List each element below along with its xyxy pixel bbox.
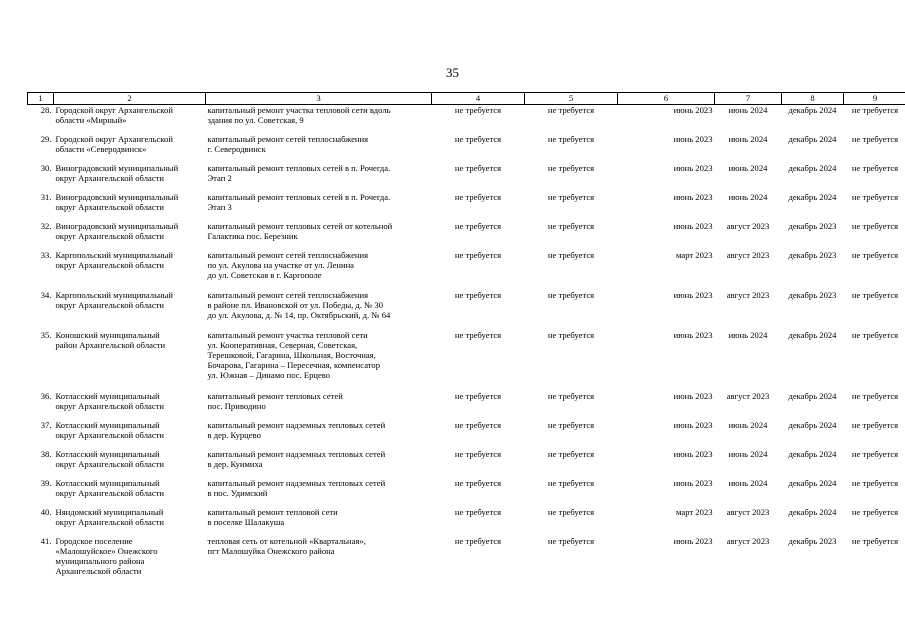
- cell-c9: не требуется: [851, 535, 899, 546]
- page-number: 35: [446, 65, 459, 80]
- column-header-5: 5: [525, 93, 618, 105]
- row-number: 36.: [40, 390, 52, 401]
- text-line: в дер. Куимиха: [207, 458, 263, 469]
- text-line: район Архангельской области: [55, 339, 166, 350]
- text-line: Котласский муниципальный: [55, 419, 160, 430]
- text-line: Котласский муниципальный: [55, 448, 160, 459]
- text-line: Этап 3: [207, 201, 232, 212]
- row-number: 38.: [40, 448, 52, 459]
- text-line: Галактика пос. Березник: [207, 230, 298, 241]
- column-header-9: 9: [844, 93, 905, 105]
- text-line: капитальный ремонт надземных тепловых сетей: [207, 477, 386, 488]
- cell-c6: июнь 2023: [673, 535, 713, 546]
- cell-c8: декабрь 2023: [788, 220, 837, 231]
- text-line: Виноградовский муниципальный: [55, 191, 179, 202]
- cell-c6: март 2023: [676, 506, 713, 517]
- text-line: Бочарова, Гагарина – Пересечная, компенсатор: [207, 359, 381, 370]
- text-line: округ Архангельской области: [55, 458, 164, 469]
- text-line: капитальный ремонт тепловых сетей в п. Рочегда.: [207, 162, 391, 173]
- cell-c6: июнь 2023: [673, 390, 713, 401]
- row-number: 41.: [40, 535, 52, 546]
- work-description-cell: [206, 250, 432, 290]
- work-description-cell: [206, 507, 432, 536]
- cell-c5: не требуется: [547, 477, 595, 488]
- work-description-cell: [206, 478, 432, 507]
- organization-cell: [54, 330, 206, 391]
- work-description-cell: [206, 163, 432, 192]
- table-row: [28, 221, 905, 250]
- table-row: [28, 250, 905, 290]
- cell-c6: июнь 2023: [673, 105, 713, 115]
- cell-c7: август 2023: [726, 506, 770, 517]
- cell-c8: декабрь 2023: [788, 249, 837, 260]
- text-line: округ Архангельской области: [55, 259, 164, 270]
- cell-c4: не требуется: [454, 390, 502, 401]
- organization-cell: [54, 221, 206, 250]
- cell-c8: декабрь 2024: [788, 448, 837, 459]
- cell-c7: июнь 2024: [728, 329, 768, 340]
- text-line: по ул. Акулова на участке от ул. Ленина: [207, 259, 354, 270]
- text-line: округ Архангельской области: [55, 172, 164, 183]
- cell-c8: декабрь 2023: [788, 289, 837, 300]
- cell-c4: не требуется: [454, 535, 502, 546]
- work-description-cell: [206, 105, 432, 134]
- cell-c9: не требуется: [851, 477, 899, 488]
- text-line: ул. Южная – Динамо пос. Ерцево: [207, 369, 331, 380]
- row-number: 34.: [40, 289, 52, 300]
- text-line: пгт Малошуйка Онежского района: [207, 545, 335, 556]
- organization-cell: [54, 192, 206, 221]
- header-row: [28, 93, 905, 105]
- cell-c7: июнь 2024: [728, 191, 768, 202]
- work-description-cell: [206, 330, 432, 391]
- row-number: 37.: [40, 419, 52, 430]
- table-row: [28, 536, 905, 584]
- cell-c5: не требуется: [547, 133, 595, 144]
- cell-c4: не требуется: [454, 289, 502, 300]
- row-number: 32.: [40, 220, 52, 231]
- column-header-3: 3: [206, 93, 432, 105]
- cell-c6: июнь 2023: [673, 133, 713, 144]
- text-line: округ Архангельской области: [55, 429, 164, 440]
- cell-c6: июнь 2023: [673, 329, 713, 340]
- organization-cell: [54, 134, 206, 163]
- text-line: Терешковой, Гагарина, Школьная, Восточная,: [207, 349, 376, 360]
- text-line: здания по ул. Советская, 9: [207, 115, 304, 125]
- text-line: Виноградовский муниципальный: [55, 162, 179, 173]
- cell-c4: не требуется: [454, 249, 502, 260]
- cell-c9: не требуется: [851, 162, 899, 173]
- cell-c5: не требуется: [547, 105, 595, 115]
- cell-c6: март 2023: [676, 249, 713, 260]
- text-line: до ул. Акулова, д. № 14, пр. Октябрьский, д. № 64: [207, 309, 391, 320]
- row-number: 40.: [40, 506, 52, 517]
- cell-c7: август 2023: [726, 249, 770, 260]
- table-row: [28, 105, 905, 134]
- cell-c9: не требуется: [851, 419, 899, 430]
- cell-c8: декабрь 2024: [788, 477, 837, 488]
- column-header-7: 7: [715, 93, 782, 105]
- table-row: [28, 134, 905, 163]
- cell-c5: не требуется: [547, 289, 595, 300]
- cell-c8: декабрь 2023: [788, 535, 837, 546]
- text-line: капитальный ремонт сетей теплоснабжения: [207, 289, 369, 300]
- text-line: капитальный ремонт участка тепловой сети вдоль: [207, 105, 391, 115]
- row-number: 35.: [40, 329, 52, 340]
- row-number: 28.: [40, 105, 52, 115]
- text-line: Архангельской области: [55, 565, 142, 576]
- work-description-cell: [206, 290, 432, 330]
- text-line: капитальный ремонт надземных тепловых сетей: [207, 419, 386, 430]
- column-header-1: 1: [28, 93, 54, 105]
- cell-c7: август 2023: [726, 390, 770, 401]
- text-line: в поселке Шалакуша: [207, 516, 285, 527]
- text-line: округ Архангельской области: [55, 230, 164, 241]
- cell-c9: не требуется: [851, 289, 899, 300]
- text-line: области «Мирный»: [55, 115, 127, 125]
- organization-cell: [54, 391, 206, 420]
- cell-c8: декабрь 2024: [788, 162, 837, 173]
- table-row: [28, 290, 905, 330]
- organization-cell: [54, 449, 206, 478]
- organization-cell: [54, 250, 206, 290]
- text-line: капитальный ремонт тепловых сетей: [207, 390, 343, 401]
- cell-c4: не требуется: [454, 133, 502, 144]
- cell-c9: не требуется: [851, 506, 899, 517]
- cell-c5: не требуется: [547, 249, 595, 260]
- cell-c6: июнь 2023: [673, 162, 713, 173]
- cell-c8: декабрь 2024: [788, 390, 837, 401]
- text-line: в пос. Удимский: [207, 487, 268, 498]
- text-line: капитальный ремонт тепловых сетей от котельной: [207, 220, 393, 231]
- text-line: области «Северодвинск»: [55, 143, 147, 154]
- row-number: 29.: [40, 133, 52, 144]
- cell-c8: декабрь 2024: [788, 329, 837, 340]
- text-line: капитальный ремонт сетей теплоснабжения: [207, 249, 369, 260]
- cell-c9: не требуется: [851, 390, 899, 401]
- text-line: округ Архангельской области: [55, 487, 164, 498]
- text-line: Котласский муниципальный: [55, 477, 160, 488]
- cell-c7: июнь 2024: [728, 448, 768, 459]
- table-row: [28, 330, 905, 391]
- text-line: Котласский муниципальный: [55, 390, 160, 401]
- text-line: Коношский муниципальный: [55, 329, 160, 340]
- text-line: г. Северодвинск: [207, 143, 266, 154]
- organization-cell: [54, 478, 206, 507]
- text-line: в дер. Курцево: [207, 429, 261, 440]
- organization-cell: [54, 163, 206, 192]
- cell-c6: июнь 2023: [673, 289, 713, 300]
- cell-c7: август 2023: [726, 220, 770, 231]
- cell-c8: декабрь 2024: [788, 133, 837, 144]
- cell-c9: не требуется: [851, 249, 899, 260]
- text-line: капитальный ремонт участка тепловой сети: [207, 329, 368, 340]
- cell-c9: не требуется: [851, 191, 899, 202]
- text-line: округ Архангельской области: [55, 299, 164, 310]
- cell-c4: не требуется: [454, 162, 502, 173]
- work-description-cell: [206, 221, 432, 250]
- column-header-6: 6: [618, 93, 715, 105]
- cell-c5: не требуется: [547, 448, 595, 459]
- table-row: [28, 163, 905, 192]
- cell-c7: август 2023: [726, 535, 770, 546]
- cell-c5: не требуется: [547, 191, 595, 202]
- text-line: Городское поселение: [55, 535, 133, 546]
- cell-c5: не требуется: [547, 329, 595, 340]
- cell-c5: не требуется: [547, 506, 595, 517]
- cell-c9: не требуется: [851, 105, 899, 115]
- text-line: тепловая сеть от котельной «Квартальная»,: [207, 535, 366, 546]
- organization-cell: [54, 290, 206, 330]
- cell-c9: не требуется: [851, 220, 899, 231]
- text-line: капитальный ремонт сетей теплоснабжения: [207, 133, 369, 144]
- cell-c6: июнь 2023: [673, 477, 713, 488]
- cell-c7: июнь 2024: [728, 105, 768, 115]
- text-line: округ Архангельской области: [55, 201, 164, 212]
- cell-c6: июнь 2023: [673, 191, 713, 202]
- cell-c6: июнь 2023: [673, 419, 713, 430]
- cell-c4: не требуется: [454, 329, 502, 340]
- table-header: [28, 93, 905, 105]
- row-number: 30.: [40, 162, 52, 173]
- text-line: капитальный ремонт тепловых сетей в п. Рочегда.: [207, 191, 391, 202]
- cell-c6: июнь 2023: [673, 448, 713, 459]
- text-line: Каргопольский муниципальный: [55, 289, 173, 300]
- cell-c7: июнь 2024: [728, 419, 768, 430]
- text-line: до ул. Советская в г. Каргополе: [207, 269, 322, 280]
- cell-c6: июнь 2023: [673, 220, 713, 231]
- cell-c9: не требуется: [851, 329, 899, 340]
- cell-c4: не требуется: [454, 220, 502, 231]
- row-number: 33.: [40, 249, 52, 260]
- text-line: Городской округ Архангельской: [55, 133, 173, 144]
- table-row: [28, 507, 905, 536]
- work-description-cell: [206, 391, 432, 420]
- cell-c9: не требуется: [851, 133, 899, 144]
- column-header-4: 4: [432, 93, 525, 105]
- text-line: Каргопольский муниципальный: [55, 249, 173, 260]
- cell-c5: не требуется: [547, 419, 595, 430]
- program-table: [27, 92, 905, 584]
- table-row: [28, 192, 905, 221]
- cell-c7: август 2023: [726, 289, 770, 300]
- text-line: Этап 2: [207, 172, 232, 183]
- cell-c8: декабрь 2024: [788, 105, 837, 115]
- cell-c5: не требуется: [547, 535, 595, 546]
- table-row: [28, 420, 905, 449]
- text-line: «Малошуйское» Онежского: [55, 545, 158, 556]
- text-line: в районе пл. Ивановской от ул. Победы, д. № 30: [207, 299, 384, 310]
- cell-c4: не требуется: [454, 105, 502, 115]
- text-line: капитальный ремонт надземных тепловых сетей: [207, 448, 386, 459]
- cell-c4: не требуется: [454, 506, 502, 517]
- cell-c4: не требуется: [454, 477, 502, 488]
- cell-c5: не требуется: [547, 220, 595, 231]
- text-line: округ Архангельской области: [55, 516, 164, 527]
- work-description-cell: [206, 192, 432, 221]
- cell-c7: июнь 2024: [728, 162, 768, 173]
- column-header-2: 2: [54, 93, 206, 105]
- text-line: пос. Приводино: [207, 400, 266, 411]
- cell-c4: не требуется: [454, 191, 502, 202]
- organization-cell: [54, 507, 206, 536]
- text-line: Городской округ Архангельской: [55, 105, 173, 115]
- table-body: [28, 105, 905, 584]
- work-description-cell: [206, 134, 432, 163]
- organization-cell: [54, 420, 206, 449]
- cell-c7: июнь 2024: [728, 477, 768, 488]
- row-number: 39.: [40, 477, 52, 488]
- cell-c8: декабрь 2024: [788, 506, 837, 517]
- organization-cell: [54, 536, 206, 584]
- text-line: ул. Кооперативная, Северная, Советская,: [207, 339, 358, 350]
- text-line: Виноградовский муниципальный: [55, 220, 179, 231]
- cell-c9: не требуется: [851, 448, 899, 459]
- work-description-cell: [206, 449, 432, 478]
- table-row: [28, 478, 905, 507]
- text-line: Няндомский муниципальный: [55, 506, 164, 517]
- cell-c5: не требуется: [547, 162, 595, 173]
- work-description-cell: [206, 420, 432, 449]
- cell-c8: декабрь 2024: [788, 191, 837, 202]
- cell-c7: июнь 2024: [728, 133, 768, 144]
- cell-c4: не требуется: [454, 448, 502, 459]
- organization-cell: [54, 105, 206, 134]
- cell-c5: не требуется: [547, 390, 595, 401]
- work-description-cell: [206, 536, 432, 584]
- cell-c8: декабрь 2024: [788, 419, 837, 430]
- table-row: [28, 391, 905, 420]
- text-line: капитальный ремонт тепловой сети: [207, 506, 338, 517]
- row-number: 31.: [40, 191, 52, 202]
- column-header-8: 8: [782, 93, 844, 105]
- text-line: муниципального района: [55, 555, 145, 566]
- text-line: округ Архангельской области: [55, 400, 164, 411]
- cell-c4: не требуется: [454, 419, 502, 430]
- table-row: [28, 449, 905, 478]
